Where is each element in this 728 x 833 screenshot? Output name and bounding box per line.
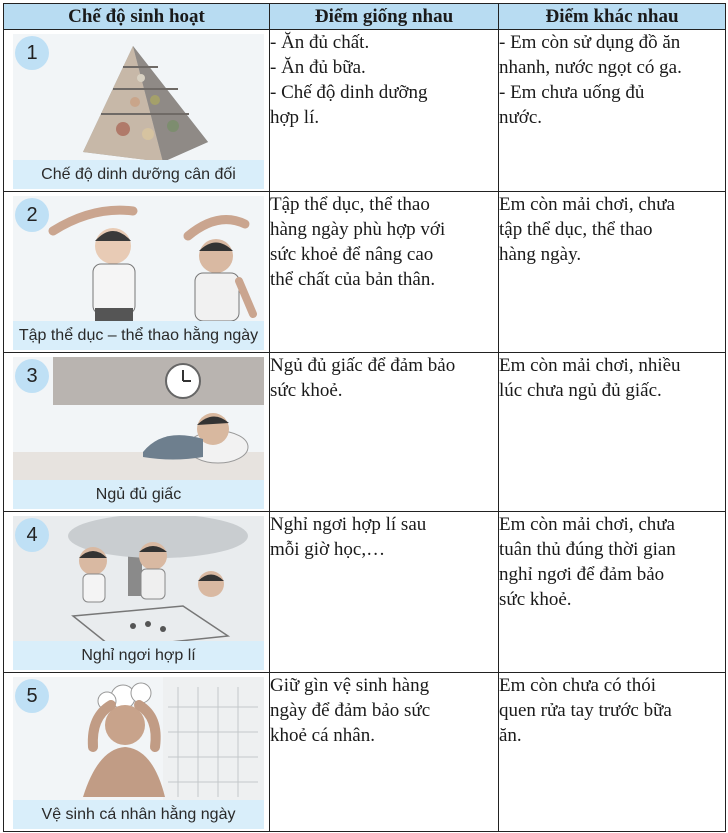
illustration-cell (4, 673, 270, 832)
differences-cell: - Em còn sử dụng đồ ăn nhanh, nước ngọt có ga. - Em chưa uống đủ nước. (499, 30, 726, 192)
header-similarities: Điểm giống nhau (270, 4, 499, 30)
differences-cell: Em còn mải chơi, chưa tập thể dục, thể thao hàng ngày. (499, 192, 726, 353)
similarities-cell: Tập thể dục, thể thao hàng ngày phù hợp với sức khoẻ để nâng cao thể chất của bản thân. (270, 192, 499, 353)
differences-cell: Em còn mải chơi, nhiều lúc chưa ngủ đủ giấc. (499, 353, 726, 512)
similarities-cell: Giữ gìn vệ sinh hàng ngày để đảm bảo sức khoẻ cá nhân. (270, 673, 499, 832)
table-row (4, 192, 726, 353)
table-row (4, 673, 726, 832)
header-differences: Điểm khác nhau (499, 4, 726, 30)
similarities-cell: Nghỉ ngơi hợp lí sau mỗi giờ học,… (270, 512, 499, 673)
illustration-cell (4, 512, 270, 673)
illustration-frame (13, 34, 264, 189)
row-number-badge: 4 (15, 518, 49, 552)
table-row (4, 512, 726, 673)
illustration-frame (13, 516, 264, 670)
differences-cell: Em còn mải chơi, chưa tuân thủ đúng thời gian nghỉ ngơi để đảm bảo sức khoẻ. (499, 512, 726, 673)
illustration-cell (4, 30, 270, 192)
illustration-caption: Tập thể dục – thể thao hằng ngày (13, 321, 264, 350)
illustration-caption: Chế độ dinh dưỡng cân đối (13, 160, 264, 189)
header-row (4, 4, 726, 30)
illustration-caption: Ngủ đủ giấc (13, 480, 264, 509)
similarities-cell: Ngủ đủ giấc để đảm bảo sức khoẻ. (270, 353, 499, 512)
table-row (4, 353, 726, 512)
row-number-badge: 2 (15, 198, 49, 232)
habits-comparison-table (3, 3, 726, 832)
row-number-badge: 5 (15, 679, 49, 713)
illustration-cell (4, 353, 270, 512)
table-row (4, 30, 726, 192)
similarities-cell: - Ăn đủ chất. - Ăn đủ bữa. - Chế độ dinh dưỡng hợp lí. (270, 30, 499, 192)
illustration-caption: Nghỉ ngơi hợp lí (13, 641, 264, 670)
row-number-badge: 1 (15, 36, 49, 70)
header-habit: Chế độ sinh hoạt (4, 4, 270, 30)
illustration-frame (13, 196, 264, 350)
illustration-frame (13, 357, 264, 509)
illustration-cell (4, 192, 270, 353)
row-number-badge: 3 (15, 359, 49, 393)
differences-cell: Em còn chưa có thói quen rửa tay trước bữa ăn. (499, 673, 726, 832)
illustration-caption: Vệ sinh cá nhân hằng ngày (13, 800, 264, 829)
illustration-frame (13, 677, 264, 829)
